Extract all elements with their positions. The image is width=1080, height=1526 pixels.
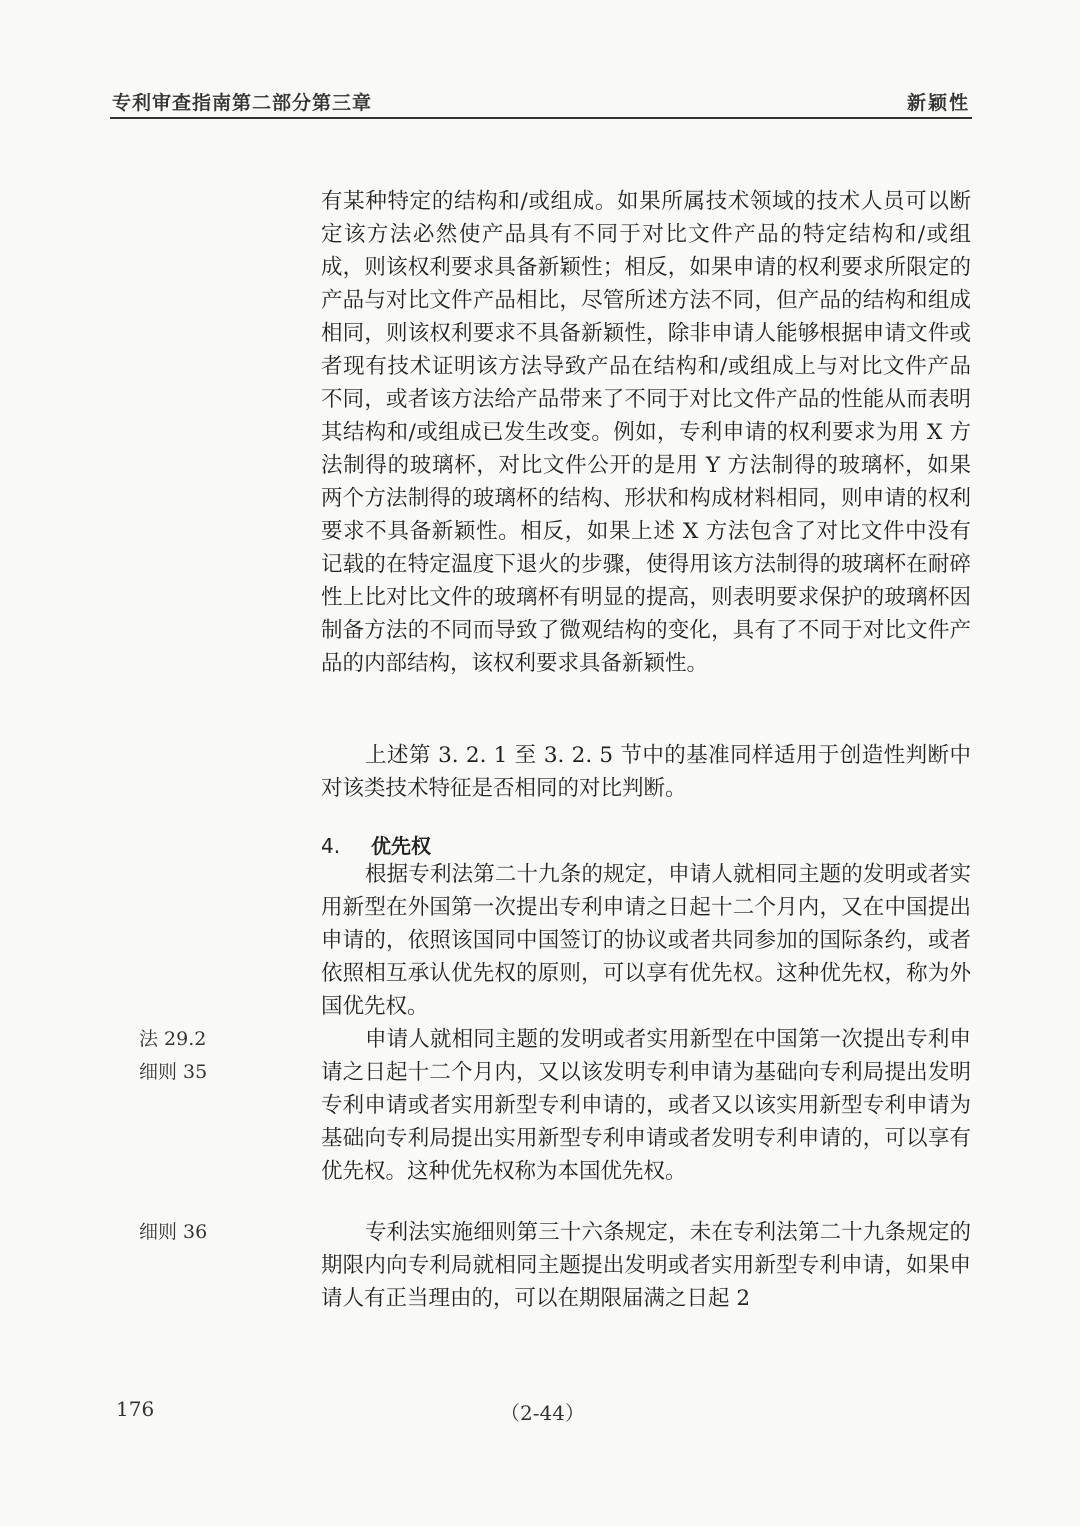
header-rule: [110, 117, 972, 119]
section-heading-priority: [321, 830, 971, 859]
margin-note-law-29-2: 法 29.2: [139, 1028, 207, 1050]
header-chapter-title: 专利审查指南第二部分第三章: [112, 92, 373, 114]
margin-note-rule-36: 细则 36: [139, 1221, 208, 1243]
section-number: 4.: [321, 834, 341, 858]
running-header: [112, 88, 970, 116]
paragraph-domestic-priority: 申请人就相同主题的发明或者实用新型在中国第一次提出专利申请之日起十二个月内，又以该发明专利申请为基础向专利局提出发明专利申请或者实用新型专利申请的，或者又以该实用新型专利申请为基础向专利局提出实用新型专利申请或者发明专利申请的，可以享有优先权。这种优先权称为本国优先权。: [321, 1027, 971, 1184]
paragraph-product-by-process: 有某种特定的结构和/或组成。如果所属技术领域的技术人员可以断定该方法必然使产品具有不同于对比文件产品的特定结构和/或组成，则该权利要求具备新颖性；相反，如果申请的权利要求所限定的产品与对比文件产品相比，尽管所述方法不同，但产品的结构和组成相同，则该权利要求不具备新颖性，除非申请人能够根据申请文件或者现有技术证明该方法导致产品在结构和/或组成上与对比文件产品不同，或者该方法给产品带来了不同于对比文件产品的性能从而表明其结构和/或组成已发生改变。例如，专利申请的权利要求为用 X 方法制得的玻璃杯，对比文件公开的是用 Y 方法制得的玻璃杯，如果两个方法制得的玻璃杯的结构、形状和构成材料相同，则申请的权利要求不具备新颖性。相反，如果上述 X 方法包含了对比文件中没有记载的在特定温度下退火的步骤，使得用该方法制得的玻璃杯在耐碎性上比对比文件的玻璃杯有明显的提高，则表明要求保护的玻璃杯因制备方法的不同而导致了微观结构的变化，具有了不同于对比文件产品的内部结构，该权利要求具备新颖性。: [321, 189, 971, 676]
header-topic-title: 新颖性: [906, 92, 970, 114]
page-number: 176: [116, 1397, 155, 1421]
paragraph-inventive-step-note: 上述第 3. 2. 1 至 3. 2. 5 节中的基准同样适用于创造性判断中对该类技术特征是否相同的对比判断。: [321, 743, 971, 801]
section-page-number: （2-44）: [500, 1401, 585, 1425]
paragraph-rule-36: 专利法实施细则第三十六条规定，未在专利法第二十九条规定的期限内向专利局就相同主题提出发明或者实用新型专利申请，如果申请人有正当理由的，可以在期限届满之日起 2: [321, 1220, 971, 1311]
section-title: 优先权: [371, 834, 431, 858]
margin-note-rule-35: 细则 35: [139, 1061, 208, 1083]
paragraph-foreign-priority: 根据专利法第二十九条的规定，申请人就相同主题的发明或者实用新型在外国第一次提出专利申请之日起十二个月内，又在中国提出申请的，依照该国同中国签订的协议或者共同参加的国际条约，或者依照相互承认优先权的原则，可以享有优先权。这种优先权，称为外国优先权。: [321, 862, 971, 1019]
